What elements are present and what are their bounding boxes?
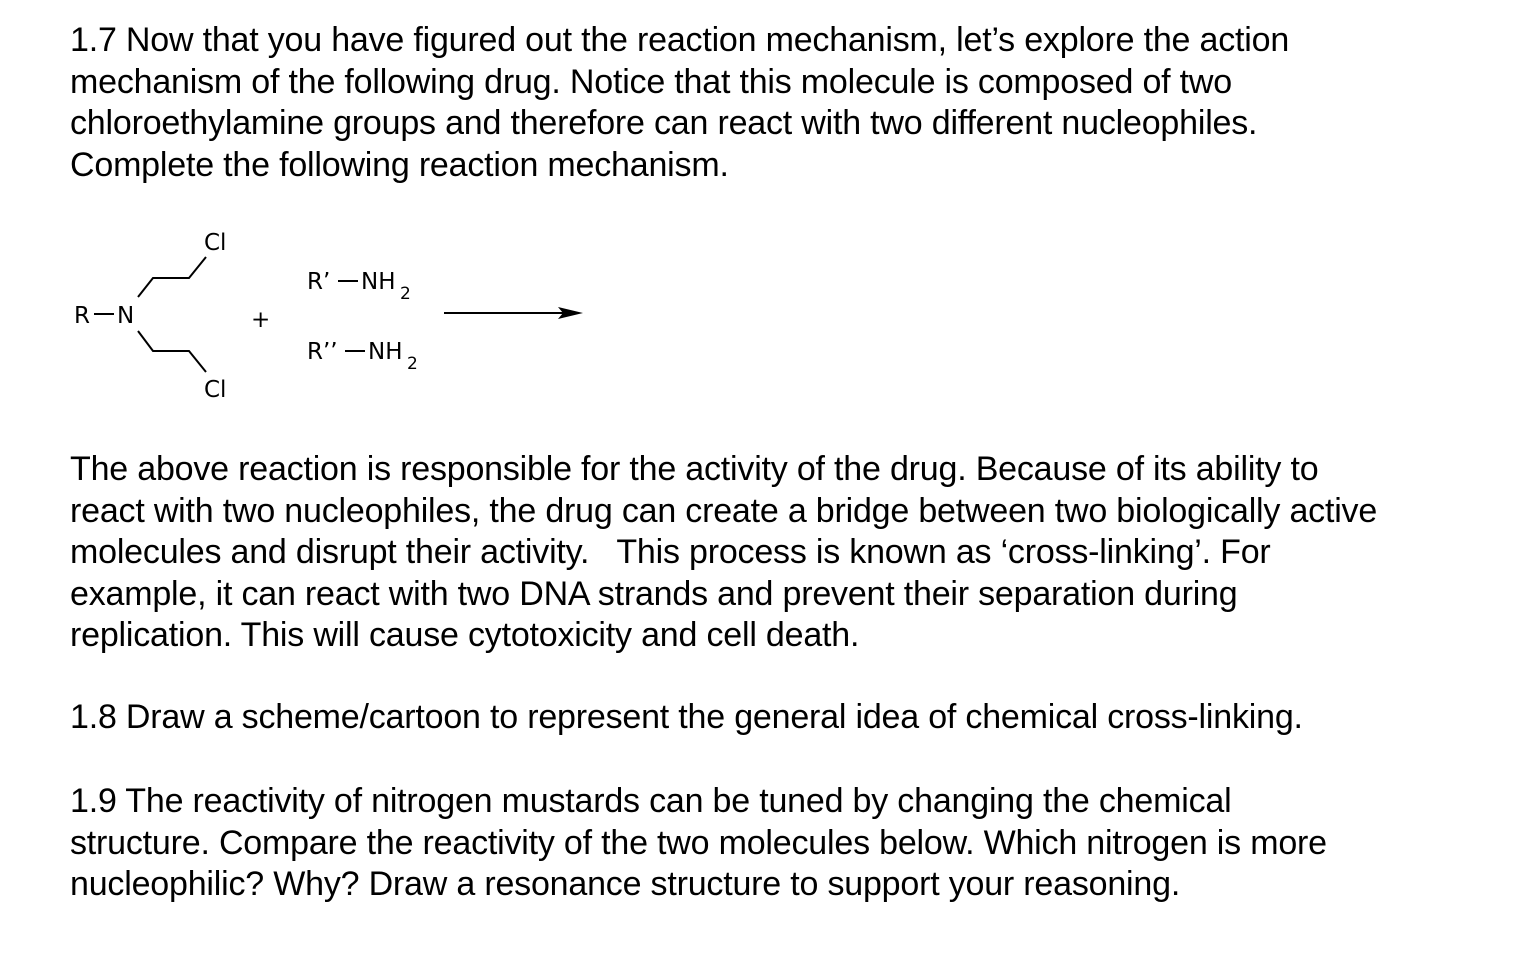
question-1-7-line-3: chloroethylamine groups and therefore can react with two different nucleophiles. [70,104,1258,142]
nucleophile-1-subscript: 2 [400,284,411,304]
mustard-r-label: R [74,303,90,329]
amine-nucleophile-1 [307,269,411,304]
explanation-line-5: replication. This will cause cytotoxicity and cell death. [70,616,860,654]
question-1-7 [70,20,1289,186]
nucleophile-1-r: R’ [307,269,331,295]
nitrogen-mustard-structure [74,230,226,403]
explanation-line-3: molecules and disrupt their activity. This process is known as ‘cross-linking’. For [70,533,1271,571]
question-1-7-line-2: mechanism of the following drug. Notice that this molecule is composed of two [70,62,1232,101]
reaction-arrow [444,307,583,319]
top-chloroethyl-chain [138,257,206,297]
explanation-line-1: The above reaction is responsible for the activity of the drug. Because of its ability to [70,450,1319,488]
nucleophile-2-r: R’’ [307,339,338,365]
amine-nucleophile-2 [307,339,418,374]
explanation-line-2: react with two nucleophiles, the drug can create a bridge between two biologically active [70,491,1378,530]
question-1-7-line-4: Complete the following reaction mechanism. [70,145,729,184]
chlorine-top-label: Cl [204,230,227,256]
nucleophile-2-nh: NH [368,339,403,365]
question-1-9 [70,781,1327,906]
question-1-9-line-3: nucleophilic? Why? Draw a resonance structure to support your reasoning. [70,865,1181,903]
explanation-paragraph [70,449,1377,657]
plus-sign: + [251,307,271,333]
question-1-9-line-1: 1.9 The reactivity of nitrogen mustards can be tuned by changing the chemical [70,782,1232,820]
reaction-scheme [0,200,700,430]
nucleophile-2-subscript: 2 [407,354,418,374]
question-1-9-line-2: structure. Compare the reactivity of the two molecules below. Which nitrogen is more [70,823,1327,862]
question-1-8 [70,697,1303,739]
question-1-7-line-1: 1.7 Now that you have figured out the reaction mechanism, let’s explore the action [70,21,1290,59]
mustard-n-label: N [117,303,135,329]
question-1-8-text: 1.8 Draw a scheme/cartoon to represent the general idea of chemical cross-linking. [70,698,1303,736]
explanation-line-4: example, it can react with two DNA strands and prevent their separation during [70,574,1238,613]
chlorine-bottom-label: Cl [204,377,227,403]
bottom-chloroethyl-chain [138,331,206,372]
nucleophile-1-nh: NH [361,269,396,295]
